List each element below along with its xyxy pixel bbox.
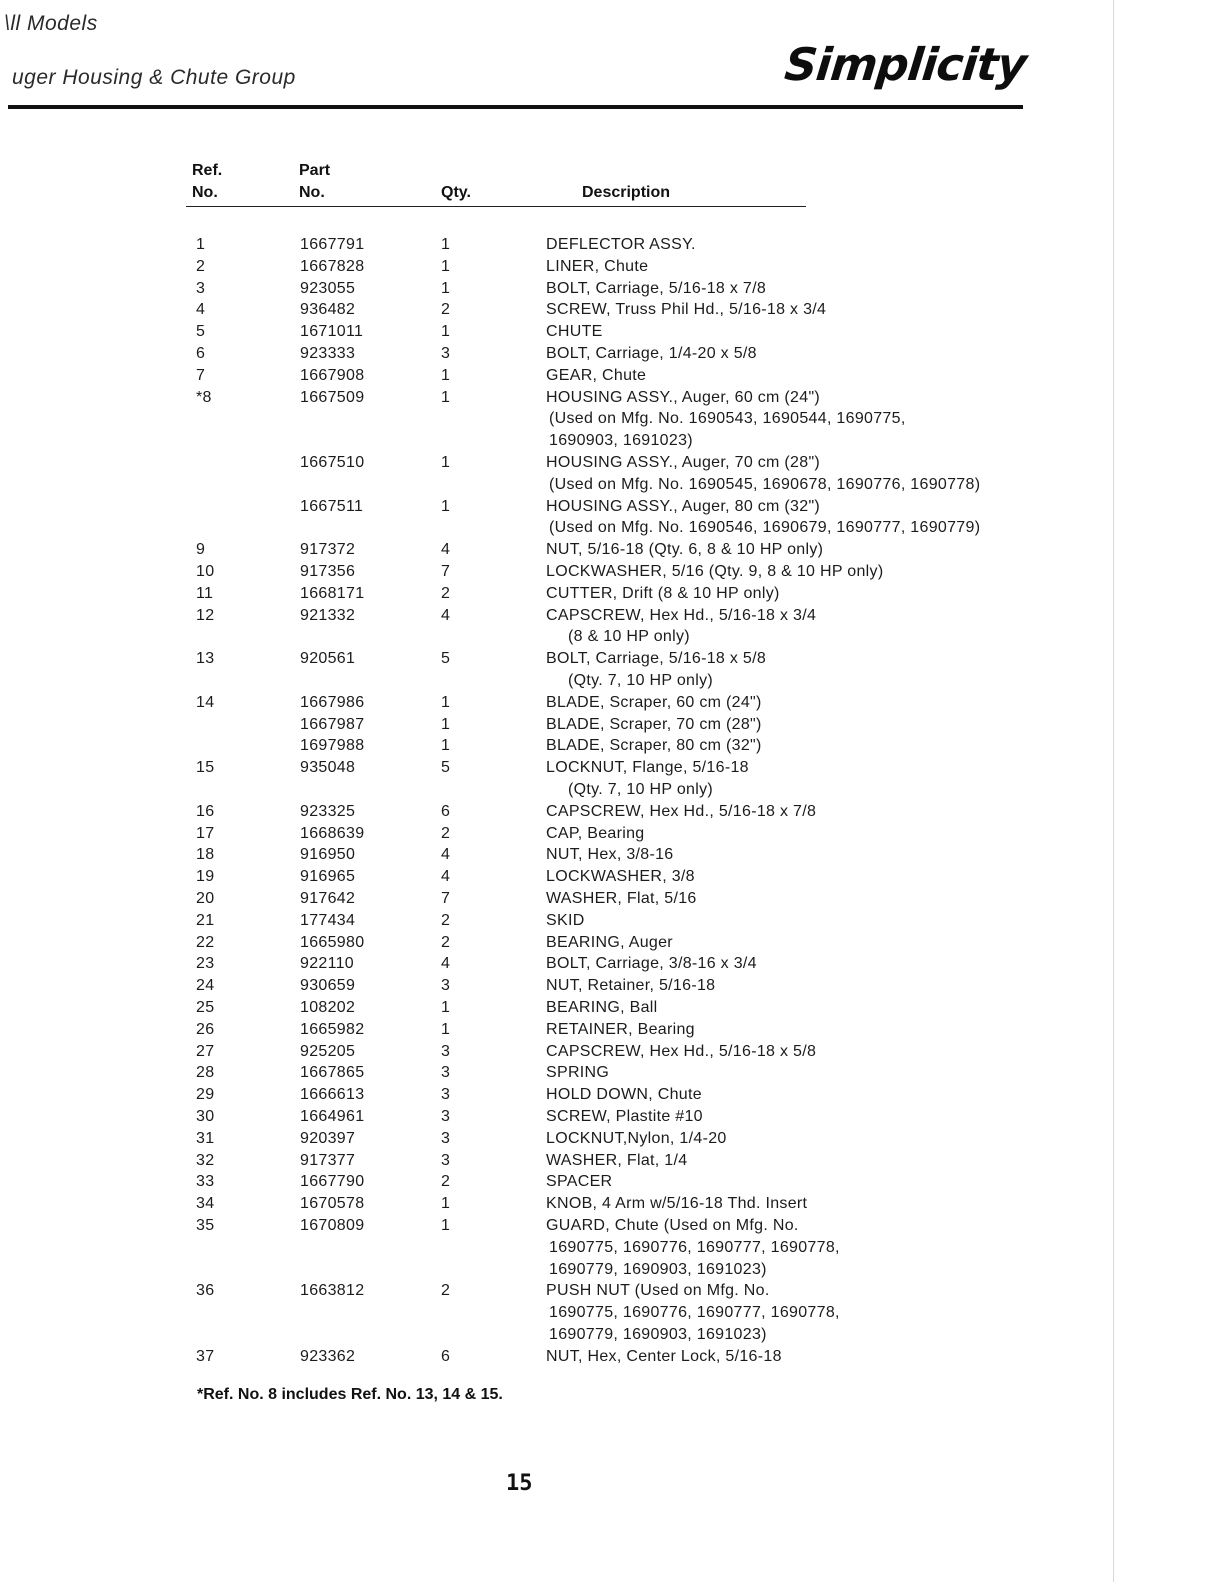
part-number-cell: 177434: [300, 911, 356, 929]
qty-cell: 7: [441, 890, 451, 907]
ref-cell: 19: [196, 868, 215, 886]
table-row: [0, 932, 1222, 954]
row-line: [0, 692, 1222, 714]
row-line: [0, 387, 1222, 409]
ref-cell: 11: [196, 584, 214, 602]
part-number-cell: 921332: [300, 606, 356, 624]
table-row: [0, 1280, 1222, 1345]
table-row: [0, 1128, 1222, 1150]
table-row: [0, 1106, 1222, 1128]
row-line: [0, 1193, 1222, 1215]
part-number-cell: 917642: [300, 890, 356, 907]
table-row: [0, 1019, 1222, 1041]
part-number-cell: 1665982: [300, 1020, 365, 1038]
ref-cell: *8: [196, 388, 212, 406]
table-row: [0, 823, 1222, 845]
part-number-cell: 1670809: [300, 1217, 365, 1234]
row-line: [0, 844, 1222, 866]
description-cell: LINER, Chute: [546, 257, 649, 275]
ref-cell: 28: [196, 1064, 215, 1082]
row-line: [0, 1280, 1222, 1302]
qty-cell: 1: [441, 257, 451, 275]
row-line: [0, 910, 1222, 932]
description-header: Description: [582, 184, 671, 201]
ref-cell: 33: [196, 1173, 215, 1191]
description-cell: BEARING, Auger: [546, 933, 673, 951]
ref-cell: 35: [196, 1217, 215, 1234]
table-row: [0, 452, 1222, 496]
row-line: [0, 539, 1222, 561]
part-header-line-1: Part: [299, 162, 331, 179]
description-cell: BOLT, Carriage, 5/16-18 x 5/8: [546, 650, 767, 668]
ref-header-line-1: Ref.: [192, 162, 223, 179]
ref-cell: 29: [196, 1086, 215, 1104]
description-cell: BOLT, Carriage, 5/16-18 x 7/8: [546, 279, 767, 297]
table-row: [0, 910, 1222, 932]
row-line: [0, 888, 1222, 910]
description-cell: LOCKNUT,Nylon, 1/4-20: [546, 1129, 727, 1147]
row-line: [0, 1084, 1222, 1106]
description-cell: GEAR, Chute: [546, 366, 647, 384]
qty-cell: 1: [441, 279, 451, 297]
qty-cell: 1: [441, 1020, 451, 1038]
description-cell: LOCKWASHER, 3/8: [546, 868, 695, 886]
description-cell: NUT, 5/16-18 (Qty. 6, 8 & 10 HP only): [546, 541, 824, 559]
row-line: [0, 866, 1222, 888]
row-line: [0, 1150, 1222, 1172]
part-number-cell: 1697988: [300, 737, 365, 755]
description-cell: SPRING: [546, 1064, 610, 1082]
table-row: [0, 801, 1222, 823]
description-note: (Qty. 7, 10 HP only): [568, 671, 714, 689]
ref-cell: 15: [196, 759, 215, 777]
qty-cell: 2: [441, 911, 451, 929]
table-row: [0, 953, 1222, 975]
part-number-cell: 925205: [300, 1042, 356, 1060]
column-header-rule: [186, 206, 806, 207]
qty-cell: 1: [441, 999, 451, 1016]
description-cell: HOUSING ASSY., Auger, 80 cm (32"): [546, 497, 821, 515]
description-continuation: 1690775, 1690776, 1690777, 1690778,: [549, 1238, 840, 1256]
part-number-cell: 930659: [300, 977, 356, 995]
row-line: [0, 953, 1222, 975]
row-line: [0, 278, 1222, 300]
part-number-cell: 1670578: [300, 1195, 365, 1213]
part-number-cell: 1667510: [300, 454, 365, 471]
models-label: \ll Models: [4, 12, 98, 35]
ref-cell: 4: [196, 301, 206, 319]
table-row: [0, 1171, 1222, 1193]
table-row: [0, 1215, 1222, 1280]
qty-cell: 1: [441, 366, 451, 384]
part-number-cell: 936482: [300, 301, 356, 319]
description-cell: WASHER, Flat, 5/16: [546, 890, 697, 907]
row-continuation-line: [0, 1302, 1222, 1324]
part-number-cell: 1667865: [300, 1064, 365, 1082]
qty-cell: 2: [441, 301, 451, 319]
table-row: [0, 278, 1222, 300]
row-line: [0, 605, 1222, 627]
row-line: [0, 1062, 1222, 1084]
qty-cell: 3: [441, 345, 451, 362]
row-line: [0, 735, 1222, 757]
qty-cell: 3: [441, 1086, 451, 1104]
qty-cell: 1: [441, 1195, 451, 1213]
qty-cell: 3: [441, 1129, 451, 1147]
page-number: 15: [506, 1471, 533, 1496]
part-number-cell: 1665980: [300, 933, 365, 951]
row-line: [0, 1041, 1222, 1063]
brand-logo: Simplicity: [782, 38, 1029, 91]
description-continuation: (Used on Mfg. No. 1690545, 1690678, 1690776, 1690778): [549, 475, 981, 493]
ref-cell: 25: [196, 999, 215, 1016]
table-row: [0, 1062, 1222, 1084]
qty-cell: 6: [441, 802, 451, 820]
part-number-cell: 923333: [300, 345, 356, 362]
qty-cell: 4: [441, 541, 451, 559]
row-line: [0, 823, 1222, 845]
ref-cell: 16: [196, 802, 215, 820]
ref-cell: 9: [196, 541, 206, 559]
qty-header: Qty.: [441, 184, 471, 201]
row-line: [0, 932, 1222, 954]
description-cell: SCREW, Truss Phil Hd., 5/16-18 x 3/4: [546, 301, 827, 319]
row-continuation-line: [0, 1259, 1222, 1281]
row-line: [0, 452, 1222, 474]
row-line: [0, 256, 1222, 278]
row-line: [0, 714, 1222, 736]
table-row: [0, 866, 1222, 888]
footnote: *Ref. No. 8 includes Ref. No. 13, 14 & 15.: [197, 1386, 503, 1403]
row-line: [0, 496, 1222, 518]
part-number-cell: 923055: [300, 279, 356, 297]
part-number-cell: 1663812: [300, 1282, 365, 1300]
qty-cell: 5: [441, 759, 451, 777]
qty-cell: 4: [441, 846, 451, 864]
description-cell: BOLT, Carriage, 3/8-16 x 3/4: [546, 955, 757, 973]
part-number-cell: 1667828: [300, 257, 365, 275]
description-cell: BLADE, Scraper, 70 cm (28"): [546, 715, 762, 733]
part-number-cell: 1664961: [300, 1108, 365, 1125]
description-cell: CAPSCREW, Hex Hd., 5/16-18 x 7/8: [546, 802, 817, 820]
row-line: [0, 1019, 1222, 1041]
table-row: [0, 1193, 1222, 1215]
ref-cell: 21: [196, 911, 215, 929]
qty-cell: 2: [441, 824, 451, 842]
description-cell: NUT, Hex, Center Lock, 5/16-18: [546, 1347, 782, 1365]
ref-cell: 36: [196, 1282, 215, 1300]
part-number-cell: 1667511: [300, 497, 364, 515]
ref-cell: 7: [196, 366, 206, 384]
ref-cell: 37: [196, 1347, 215, 1365]
ref-cell: 32: [196, 1151, 215, 1169]
row-line: [0, 1215, 1222, 1237]
qty-cell: 7: [441, 563, 451, 580]
qty-cell: 2: [441, 1282, 451, 1300]
part-number-cell: 1671011: [300, 323, 364, 341]
header-rule: [8, 105, 1023, 109]
table-row: [0, 975, 1222, 997]
part-number-cell: 935048: [300, 759, 356, 777]
ref-header-line-2: No.: [192, 184, 218, 201]
part-number-cell: 1667790: [300, 1173, 365, 1191]
description-continuation: (Used on Mfg. No. 1690543, 1690544, 1690775,: [549, 410, 906, 428]
ref-cell: 20: [196, 890, 215, 907]
row-continuation-line: [0, 1324, 1222, 1346]
table-row: [0, 365, 1222, 387]
qty-cell: 3: [441, 1064, 451, 1082]
ref-cell: 1: [196, 236, 206, 253]
table-row: [0, 583, 1222, 605]
row-line: [0, 975, 1222, 997]
row-line: [0, 343, 1222, 365]
description-cell: PUSH NUT (Used on Mfg. No.: [546, 1282, 770, 1300]
qty-cell: 3: [441, 977, 451, 995]
ref-cell: 13: [196, 650, 215, 668]
row-line: [0, 1106, 1222, 1128]
qty-cell: 4: [441, 868, 451, 886]
table-row: [0, 1041, 1222, 1063]
part-number-cell: 917356: [300, 563, 356, 580]
description-continuation: 1690779, 1690903, 1691023): [549, 1260, 767, 1278]
row-continuation-line: [0, 408, 1222, 430]
ref-cell: 17: [196, 824, 215, 842]
part-number-cell: 920397: [300, 1129, 356, 1147]
part-number-cell: 1667986: [300, 693, 365, 711]
description-continuation: (Used on Mfg. No. 1690546, 1690679, 1690777, 1690779): [549, 519, 981, 537]
ref-cell: 31: [196, 1129, 215, 1147]
row-line: [0, 1128, 1222, 1150]
description-continuation: 1690775, 1690776, 1690777, 1690778,: [549, 1304, 840, 1322]
row-line: [0, 997, 1222, 1019]
part-header: [299, 160, 330, 204]
table-row: [0, 561, 1222, 583]
ref-header: [192, 160, 222, 204]
ref-cell: 5: [196, 323, 206, 341]
description-cell: LOCKNUT, Flange, 5/16-18: [546, 759, 749, 777]
description-cell: LOCKWASHER, 5/16 (Qty. 9, 8 & 10 HP only): [546, 563, 884, 580]
table-row: [0, 234, 1222, 256]
row-continuation-line: [0, 474, 1222, 496]
table-row: [0, 757, 1222, 801]
description-cell: KNOB, 4 Arm w/5/16-18 Thd. Insert: [546, 1195, 808, 1213]
ref-cell: 24: [196, 977, 215, 995]
table-row: [0, 605, 1222, 649]
page-margin-line: [1113, 0, 1114, 1582]
row-line: [0, 757, 1222, 779]
qty-cell: 1: [441, 737, 451, 755]
row-continuation-line: [0, 670, 1222, 692]
row-line: [0, 1346, 1222, 1368]
part-number-cell: 917372: [300, 541, 356, 559]
description-cell: SCREW, Plastite #10: [546, 1108, 703, 1125]
description-cell: CAP, Bearing: [546, 824, 645, 842]
row-continuation-line: [0, 517, 1222, 539]
part-number-cell: 1667509: [300, 388, 365, 406]
qty-cell: 2: [441, 1173, 451, 1191]
table-row: [0, 343, 1222, 365]
qty-cell: 3: [441, 1151, 451, 1169]
row-line: [0, 1171, 1222, 1193]
qty-cell: 3: [441, 1042, 451, 1060]
table-row: [0, 714, 1222, 736]
ref-cell: 12: [196, 606, 215, 624]
description-cell: CAPSCREW, Hex Hd., 5/16-18 x 3/4: [546, 606, 817, 624]
description-cell: SPACER: [546, 1173, 613, 1191]
description-cell: WASHER, Flat, 1/4: [546, 1151, 688, 1169]
row-continuation-line: [0, 430, 1222, 452]
ref-cell: 23: [196, 955, 215, 973]
ref-cell: 27: [196, 1042, 215, 1060]
qty-cell: 4: [441, 955, 451, 973]
section-title: uger Housing & Chute Group: [12, 66, 296, 89]
ref-cell: 10: [196, 563, 215, 580]
ref-cell: 34: [196, 1195, 215, 1213]
part-header-line-2: No.: [299, 184, 325, 201]
description-cell: CAPSCREW, Hex Hd., 5/16-18 x 5/8: [546, 1042, 817, 1060]
part-number-cell: 1666613: [300, 1086, 365, 1104]
description-cell: CUTTER, Drift (8 & 10 HP only): [546, 584, 780, 602]
table-row: [0, 496, 1222, 540]
table-row: [0, 648, 1222, 692]
description-cell: BEARING, Ball: [546, 999, 658, 1016]
table-row: [0, 387, 1222, 452]
row-line: [0, 648, 1222, 670]
qty-cell: 1: [441, 236, 451, 253]
ref-cell: 2: [196, 257, 206, 275]
qty-cell: 1: [441, 497, 451, 515]
table-row: [0, 1346, 1222, 1368]
part-number-cell: 923362: [300, 1347, 356, 1365]
table-row: [0, 997, 1222, 1019]
table-row: [0, 1150, 1222, 1172]
part-number-cell: 916950: [300, 846, 356, 864]
description-cell: BLADE, Scraper, 60 cm (24"): [546, 693, 762, 711]
table-row: [0, 256, 1222, 278]
table-row: [0, 844, 1222, 866]
part-number-cell: 1667987: [300, 715, 365, 733]
qty-cell: 1: [441, 454, 451, 471]
table-row: [0, 735, 1222, 757]
qty-cell: 3: [441, 1108, 451, 1125]
part-number-cell: 923325: [300, 802, 356, 820]
description-cell: GUARD, Chute (Used on Mfg. No.: [546, 1217, 799, 1234]
ref-cell: 22: [196, 933, 215, 951]
qty-cell: 4: [441, 606, 451, 624]
row-line: [0, 299, 1222, 321]
part-number-cell: 108202: [300, 999, 356, 1016]
row-line: [0, 321, 1222, 343]
qty-cell: 1: [441, 693, 451, 711]
row-continuation-line: [0, 626, 1222, 648]
qty-cell: 6: [441, 1347, 451, 1365]
description-cell: HOUSING ASSY., Auger, 70 cm (28"): [546, 454, 821, 471]
part-number-cell: 922110: [300, 955, 355, 973]
row-continuation-line: [0, 779, 1222, 801]
description-cell: SKID: [546, 911, 585, 929]
table-row: [0, 539, 1222, 561]
table-row: [0, 299, 1222, 321]
ref-cell: 26: [196, 1020, 215, 1038]
ref-cell: 3: [196, 279, 206, 297]
ref-cell: 6: [196, 345, 206, 362]
part-number-cell: 917377: [300, 1151, 356, 1169]
ref-cell: 18: [196, 846, 215, 864]
row-line: [0, 801, 1222, 823]
qty-cell: 1: [441, 1217, 451, 1234]
qty-cell: 1: [441, 323, 451, 341]
part-number-cell: 1668639: [300, 824, 365, 842]
row-line: [0, 583, 1222, 605]
description-cell: HOUSING ASSY., Auger, 60 cm (24"): [546, 388, 821, 406]
row-continuation-line: [0, 1237, 1222, 1259]
row-line: [0, 365, 1222, 387]
qty-cell: 2: [441, 933, 451, 951]
description-cell: BOLT, Carriage, 1/4-20 x 5/8: [546, 345, 757, 362]
description-continuation: 1690779, 1690903, 1691023): [549, 1325, 767, 1343]
description-cell: DEFLECTOR ASSY.: [546, 236, 696, 253]
row-line: [0, 561, 1222, 583]
table-row: [0, 692, 1222, 714]
row-line: [0, 234, 1222, 256]
ref-cell: 30: [196, 1108, 215, 1125]
table-row: [0, 888, 1222, 910]
table-row: [0, 321, 1222, 343]
part-number-cell: 1668171: [300, 584, 365, 602]
description-continuation: 1690903, 1691023): [549, 432, 693, 450]
description-cell: NUT, Retainer, 5/16-18: [546, 977, 716, 995]
description-cell: BLADE, Scraper, 80 cm (32"): [546, 737, 762, 755]
part-number-cell: 1667908: [300, 366, 365, 384]
part-number-cell: 916965: [300, 868, 356, 886]
description-note: (Qty. 7, 10 HP only): [568, 780, 714, 798]
description-cell: CHUTE: [546, 323, 603, 341]
description-cell: NUT, Hex, 3/8-16: [546, 846, 674, 864]
qty-cell: 5: [441, 650, 451, 668]
description-note: (8 & 10 HP only): [568, 628, 690, 646]
qty-cell: 2: [441, 584, 451, 602]
description-cell: RETAINER, Bearing: [546, 1020, 695, 1038]
part-number-cell: 1667791: [300, 236, 365, 253]
table-row: [0, 1084, 1222, 1106]
ref-cell: 14: [196, 693, 215, 711]
description-cell: HOLD DOWN, Chute: [546, 1086, 702, 1104]
qty-cell: 1: [441, 715, 451, 733]
qty-cell: 1: [441, 388, 451, 406]
part-number-cell: 920561: [300, 650, 356, 668]
